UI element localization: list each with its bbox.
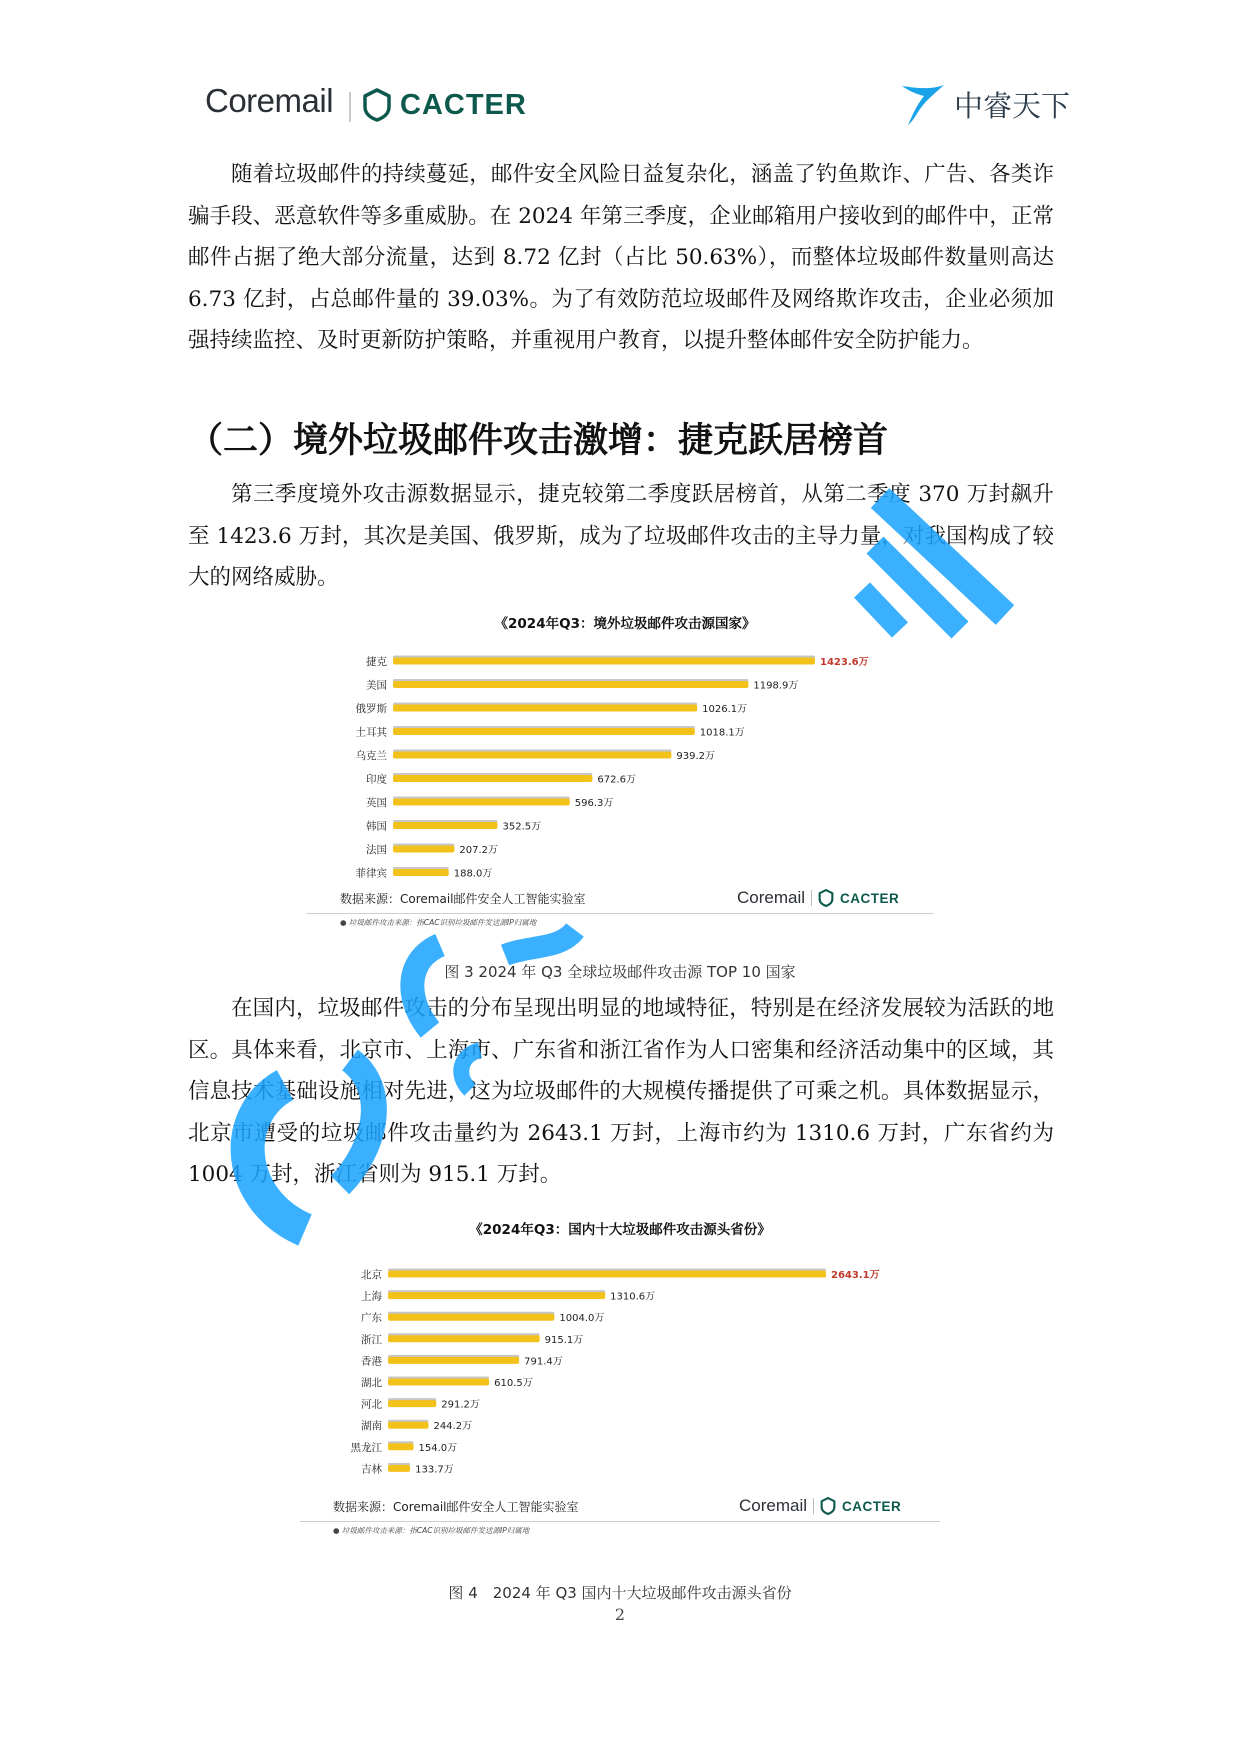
bar bbox=[388, 1271, 826, 1278]
figure-caption: 图 4 2024 年 Q3 国内十大垃圾邮件攻击源头省份 bbox=[448, 1584, 792, 1602]
chart-divider bbox=[306, 913, 934, 914]
cacter-shield-icon bbox=[820, 1497, 836, 1515]
bar bbox=[393, 822, 497, 829]
category-label: 乌克兰 bbox=[355, 750, 387, 762]
data-label: 207.2万 bbox=[459, 845, 499, 856]
zhongrui-logo bbox=[900, 82, 1070, 126]
paragraph-foreign-sources: 第三季度境外攻击源数据显示，捷克较第二季度跃居榜首，从第二季度 370 万封飙升至 1423.6 万封，其次是美国、俄罗斯，成为了垃圾邮件攻击的主导力量，对我国构成了较大的网络威胁。 bbox=[188, 482, 1054, 590]
page-number: 2 bbox=[614, 1605, 626, 1624]
data-label: 791.4万 bbox=[524, 1356, 563, 1368]
bar bbox=[393, 681, 748, 688]
category-label: 黑龙江 bbox=[350, 1441, 382, 1454]
paragraph-spam-risk: 随着垃圾邮件的持续蔓延，邮件安全风险日益复杂化，涵盖了钓鱼欺诈、广告、各类诈骗手段、恶意软件等多重威胁。在 2024 年第三季度，企业邮箱用户接收到的邮件中，正常邮件占据了绝大部分流量，达到 8.72 亿封（占比 50.63%），而整体垃圾邮件数量则高达 6.73 亿封，占总邮件量的 39.03%。为了有效防范垃圾邮件及网络欺诈攻击，企业必须加强持续监控、及时更新防护策略，并重视用户教育，以提升整体邮件安全防护能力。 bbox=[188, 162, 1054, 353]
bar bbox=[388, 1292, 605, 1299]
category-label: 湖北 bbox=[361, 1377, 382, 1389]
data-label: 188.0万 bbox=[453, 868, 493, 880]
bar bbox=[388, 1335, 540, 1342]
category-label: 美国 bbox=[366, 679, 387, 692]
cacter-shield-icon bbox=[362, 88, 392, 122]
swift-bird-icon bbox=[900, 82, 946, 126]
bar bbox=[393, 775, 592, 782]
chart-logo-coremail: Coremail bbox=[737, 888, 806, 907]
data-label: 596.3万 bbox=[574, 798, 614, 809]
data-label: 1004.0万 bbox=[559, 1313, 605, 1325]
data-label: 610.5万 bbox=[494, 1378, 533, 1389]
data-label: 1423.6万 bbox=[820, 657, 869, 668]
chart-logo-divider bbox=[813, 1498, 814, 1514]
chart-logo-coremail: Coremail bbox=[739, 1496, 808, 1515]
bar bbox=[388, 1314, 554, 1321]
data-label: 1310.6万 bbox=[610, 1291, 656, 1303]
chart-title: 《2024年Q3：境外垃圾邮件攻击源国家》 bbox=[494, 616, 756, 632]
category-label: 法国 bbox=[366, 844, 387, 856]
chart-logo-cacter: CACTER bbox=[842, 1498, 902, 1514]
bar bbox=[393, 869, 449, 876]
chart-footnote: ● 垃圾邮件攻击来源：指CAC识别垃圾邮件发送源IP归属地 bbox=[340, 918, 537, 927]
bar bbox=[388, 1400, 436, 1407]
category-label: 北京 bbox=[361, 1269, 382, 1281]
header-divider bbox=[349, 92, 351, 122]
data-label: 133.7万 bbox=[415, 1464, 454, 1476]
section-heading: （二）境外垃圾邮件攻击激增：捷克跃居榜首 bbox=[188, 421, 889, 461]
zhongrui-logo-text: 中睿天下 bbox=[954, 88, 1071, 123]
data-label: 352.5万 bbox=[502, 821, 542, 833]
data-label: 2643.1万 bbox=[831, 1270, 880, 1281]
chart-logo bbox=[739, 1496, 901, 1516]
data-label: 939.2万 bbox=[676, 751, 716, 762]
bar bbox=[393, 728, 695, 735]
cacter-shield-icon bbox=[818, 889, 834, 907]
data-label: 1198.9万 bbox=[753, 680, 799, 692]
category-label: 俄罗斯 bbox=[355, 703, 387, 715]
data-label: 1026.1万 bbox=[702, 704, 748, 715]
country-bar-chart bbox=[305, 645, 945, 885]
data-label: 154.0万 bbox=[418, 1442, 458, 1454]
bar bbox=[393, 846, 454, 853]
watermark-stroke bbox=[505, 930, 575, 955]
coremail-logo: Coremail bbox=[205, 82, 334, 119]
figure-caption: 图 3 2024 年 Q3 全球垃圾邮件攻击源 TOP 10 国家 bbox=[444, 963, 796, 981]
category-label: 上海 bbox=[361, 1290, 382, 1303]
category-label: 印度 bbox=[366, 773, 387, 786]
bar bbox=[388, 1357, 519, 1364]
chart-logo-cacter: CACTER bbox=[840, 890, 900, 906]
chart-source: 数据来源：Coremail邮件安全人工智能实验室 bbox=[333, 1500, 579, 1514]
cacter-logo bbox=[362, 88, 527, 122]
bar bbox=[393, 752, 671, 759]
bar bbox=[393, 705, 697, 712]
data-label: 244.2万 bbox=[433, 1421, 473, 1433]
bar bbox=[388, 1422, 428, 1429]
data-label: 672.6万 bbox=[597, 774, 637, 786]
category-label: 香港 bbox=[361, 1355, 382, 1368]
bar bbox=[393, 799, 570, 806]
category-label: 湖南 bbox=[361, 1420, 382, 1433]
chart-logo bbox=[737, 888, 899, 908]
bar bbox=[393, 658, 815, 665]
category-label: 河北 bbox=[361, 1398, 382, 1411]
chart-source: 数据来源：Coremail邮件安全人工智能实验室 bbox=[340, 892, 586, 906]
cacter-logo-text: CACTER bbox=[400, 88, 527, 121]
data-label: 1018.1万 bbox=[699, 727, 745, 739]
bar bbox=[388, 1443, 414, 1450]
province-bar-chart bbox=[300, 1262, 940, 1492]
category-label: 菲律宾 bbox=[355, 867, 387, 880]
category-label: 浙江 bbox=[361, 1333, 382, 1346]
category-label: 英国 bbox=[366, 797, 387, 809]
category-label: 韩国 bbox=[366, 820, 387, 833]
category-label: 土耳其 bbox=[355, 726, 387, 739]
bar bbox=[388, 1379, 489, 1386]
chart-logo-divider bbox=[811, 890, 812, 906]
chart-divider bbox=[300, 1521, 940, 1522]
data-label: 291.2万 bbox=[441, 1399, 480, 1411]
chart-footnote: ● 垃圾邮件攻击来源：指CAC识别垃圾邮件发送源IP归属地 bbox=[333, 1526, 530, 1535]
category-label: 广东 bbox=[361, 1312, 382, 1325]
chart-title: 《2024年Q3：国内十大垃圾邮件攻击源头省份》 bbox=[469, 1222, 771, 1238]
category-label: 吉林 bbox=[361, 1463, 382, 1476]
bar bbox=[388, 1465, 410, 1472]
category-label: 捷克 bbox=[366, 656, 387, 668]
paragraph-domestic-sources: 在国内，垃圾邮件攻击的分布呈现出明显的地域特征，特别是在经济发展较为活跃的地区。具体来看，北京市、上海市、广东省和浙江省作为人口密集和经济活动集中的区域，其信息技术基础设施相对先进，这为垃圾邮件的大规模传播提供了可乘之机。具体数据显示，北京市遭受的垃圾邮件攻击量约为 2643.1 万封，上海市约为 1310.6 万封，广东省约为 1004 万封，浙江省则为 915.1 万封。 bbox=[188, 996, 1054, 1187]
data-label: 915.1万 bbox=[544, 1334, 584, 1346]
